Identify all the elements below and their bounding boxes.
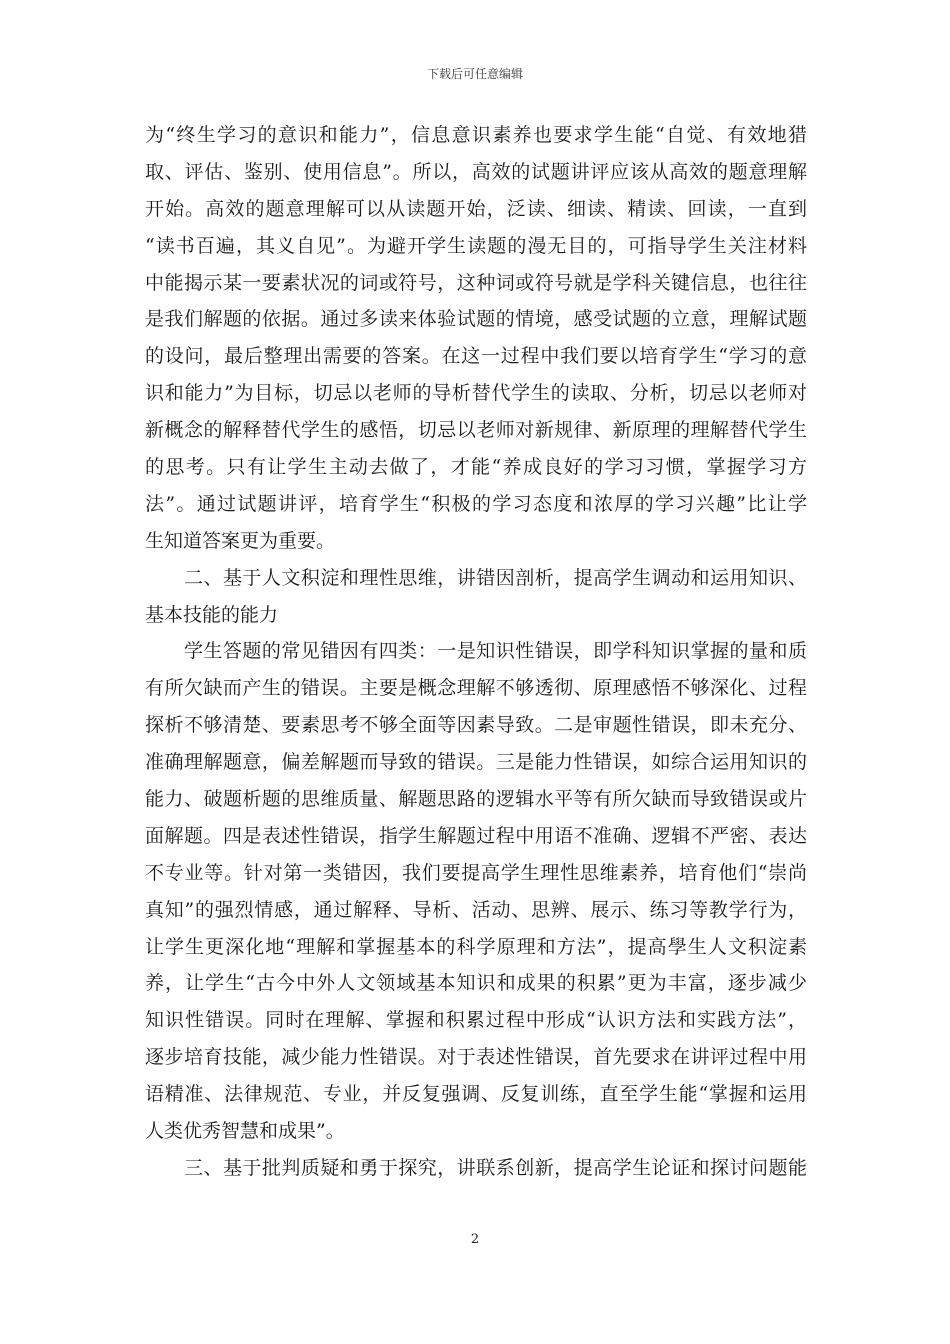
text-line: 开始。高效的题意理解可以从读题开始，泛读、细读、精读、回读，一直到	[145, 197, 807, 220]
text-line: 面解题。四是表述性错误，指学生解题过程中用语不准确、逻辑不严密、表达	[145, 824, 807, 847]
text-line: 不专业等。针对第一类错因，我们要提高学生理性思维素养，培育他们“崇尚	[145, 861, 807, 884]
text-line: 真知”的强烈情感，通过解释、导析、活动、思辨、展示、练习等教学行为，	[145, 898, 807, 921]
text-line: 是我们解题的依据。通过多读来体验试题的情境，感受试题的立意，理解试题	[145, 308, 807, 331]
document-body	[145, 117, 807, 1187]
text-line: 语精准、法律规范、专业，并反复强调、反复训练，直至学生能“掌握和运用	[145, 1083, 807, 1106]
text-line: 知识性错误。同时在理解、掌握和积累过程中形成“认识方法和实践方法”，	[145, 1009, 807, 1032]
text-line: 取、评估、鉴别、使用信息”。所以，高效的试题讲评应该从高效的题意理解	[145, 160, 807, 183]
text-line: 能力、破题析题的思维质量、解题思路的逻辑水平等有所欠缺而导致错误或片	[145, 788, 807, 811]
text-line: “读书百遍，其义自见”。为避开学生读题的漫无目的，可指导学生关注材料	[145, 234, 807, 257]
text-line: 识和能力”为目标，切忌以老师的导析替代学生的读取、分析，切忌以老师对	[145, 382, 807, 405]
text-line: 有所欠缺而产生的错误。主要是概念理解不够透彻、原理感悟不够深化、过程	[145, 677, 807, 700]
text-line: 学生答题的常见错因有四类：一是知识性错误，即学科知识掌握的量和质	[145, 640, 807, 663]
text-line: 的思考。只有让学生主动去做了，才能“养成良好的学习习惯，掌握学习方	[145, 456, 807, 479]
text-line: 逐步培育技能，减少能力性错误。对于表述性错误，首先要求在讲评过程中用	[145, 1046, 807, 1069]
page-header: 下载后可任意编辑	[426, 67, 523, 81]
text-line: 二、基于人文积淀和理性思维，讲错因剖析，提高学生调动和运用知识、	[145, 566, 807, 589]
text-line: 新概念的解释替代学生的感悟，切忌以老师对新规律、新原理的理解替代学生	[145, 419, 807, 442]
text-line: 人类优秀智慧和成果”。	[145, 1120, 345, 1143]
page-number: 2	[470, 1232, 480, 1247]
text-line: 三、基于批判质疑和勇于探究，讲联系创新，提高学生论证和探讨问题能	[145, 1156, 807, 1179]
text-line: 的设问，最后整理出需要的答案。在这一过程中我们要以培育学生“学习的意	[145, 345, 807, 368]
text-line: 养，让学生“古今中外人文领域基本知识和成果的积累”更为丰富，逐步减少	[145, 972, 807, 995]
text-line: 生知道答案更为重要。	[145, 529, 336, 552]
text-line: 中能揭示某一要素状况的词或符号，这种词或符号就是学科关键信息，也往往	[145, 271, 807, 294]
text-line: 法”。通过试题讲评，培育学生“积极的学习态度和浓厚的学习兴趣”比让学	[145, 492, 807, 515]
text-line: 为“终生学习的意识和能力”，信息意识素养也要求学生能“自觉、有效地猎	[145, 124, 807, 146]
text-line: 探析不够清楚、要素思考不够全面等因素导致。二是审题性错误，即未充分、	[145, 714, 807, 737]
text-line: 让学生更深化地“理解和掌握基本的科学原理和方法”，提高學生人文积淀素	[145, 935, 807, 958]
text-line: 准确理解题意，偏差解题而导致的错误。三是能力性错误，如综合运用知识的	[145, 751, 807, 774]
text-line: 基本技能的能力	[145, 603, 279, 626]
